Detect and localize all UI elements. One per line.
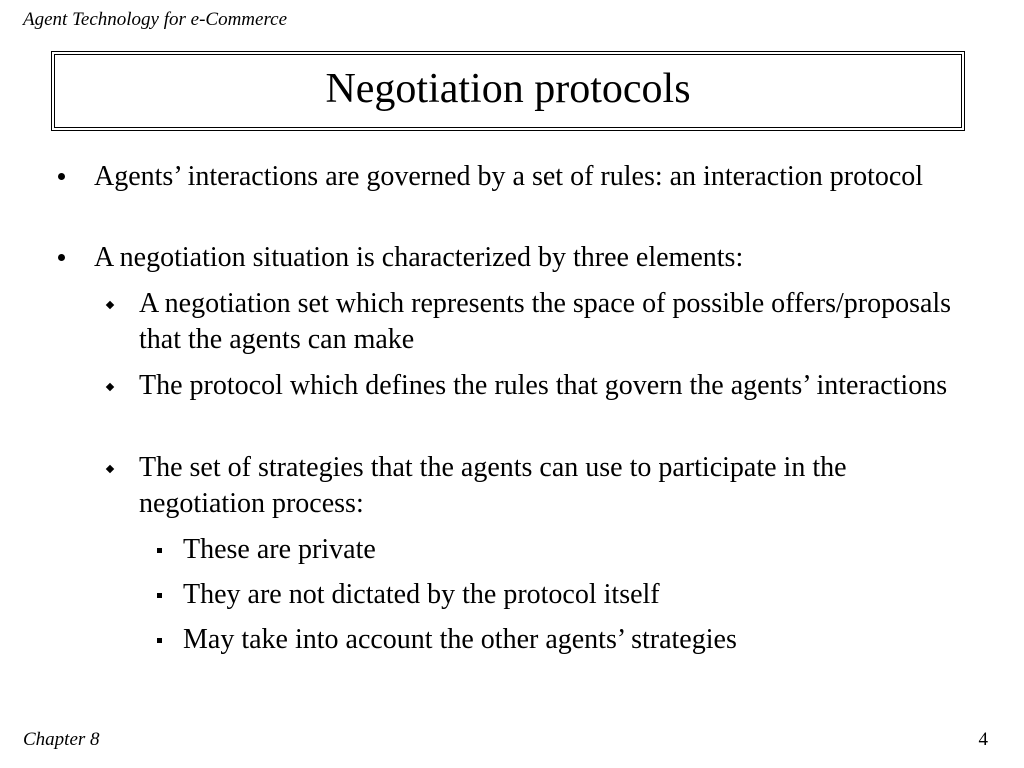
bullet-text: Agents’ interactions are governed by a set of rules: an interaction protocol	[94, 161, 924, 192]
slide-title: Negotiation protocols	[325, 66, 691, 112]
bullet-dot-icon	[58, 173, 65, 180]
sub-sub-bullet-text: May take into account the other agents’ strategies	[183, 624, 737, 655]
square-bullet-icon	[157, 593, 162, 598]
chapter-label: Chapter 8	[23, 729, 100, 750]
square-bullet-icon	[157, 548, 162, 553]
course-title: Agent Technology for e-Commerce	[23, 9, 288, 30]
diamond-bullet-icon	[106, 383, 114, 391]
sub-sub-bullet-text: They are not dictated by the protocol itself	[183, 579, 660, 610]
bullet-item	[94, 159, 994, 195]
sub-sub-bullet-item	[183, 532, 963, 568]
bullet-item	[94, 240, 994, 276]
sub-sub-bullet-text: These are private	[183, 534, 376, 565]
sub-sub-bullet-item	[183, 622, 963, 658]
square-bullet-icon	[157, 638, 162, 643]
sub-bullet-text: The protocol which defines the rules that govern the agents’ interactions	[139, 370, 948, 401]
sub-bullet-item	[139, 286, 969, 358]
sub-sub-bullet-item	[183, 577, 963, 613]
sub-bullet-text: The set of strategies that the agents can use to participate in the negotiation process:	[139, 452, 847, 519]
bullet-dot-icon	[58, 254, 65, 261]
diamond-bullet-icon	[106, 301, 114, 309]
page-number: 4	[978, 729, 988, 750]
sub-bullet-item	[139, 368, 969, 404]
diamond-bullet-icon	[106, 465, 114, 473]
sub-bullet-text: A negotiation set which represents the space of possible offers/proposals that the agents can make	[139, 288, 952, 355]
bullet-text: A negotiation situation is characterized by three elements:	[94, 242, 744, 273]
sub-bullet-item	[139, 450, 969, 522]
